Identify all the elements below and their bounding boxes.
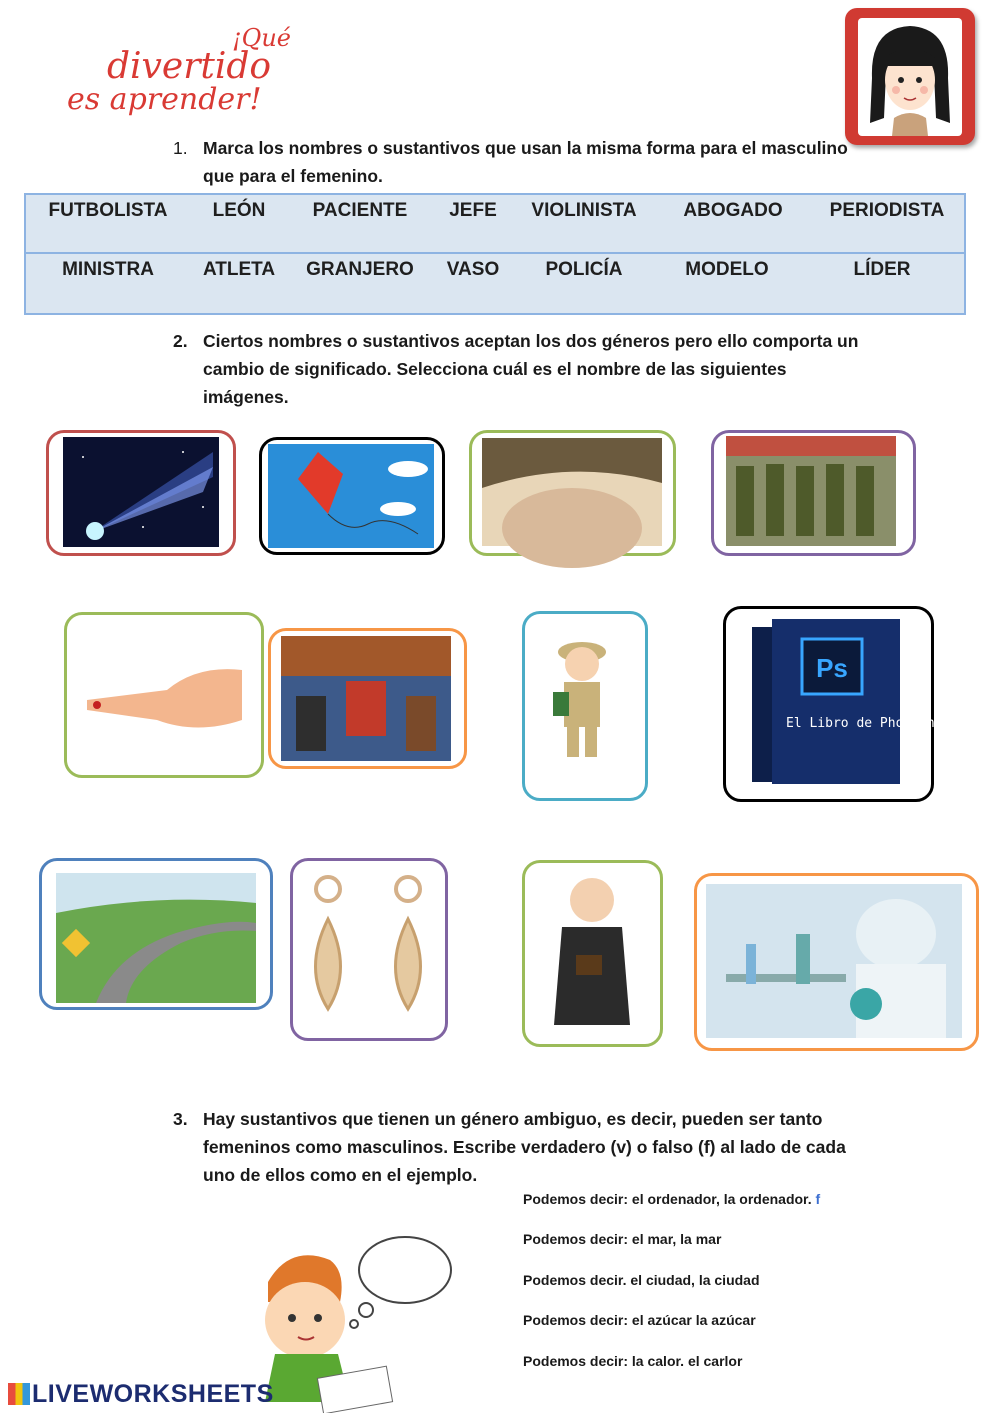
question-2-line-2: cambio de significado. Selecciona cuál es el nombre de las siguientes: [203, 359, 787, 379]
question-1-number: 1.: [173, 138, 188, 158]
statement-2-text: Podemos decir: el mar, la mar: [523, 1231, 722, 1247]
word-ministra[interactable]: MINISTRA: [62, 259, 154, 280]
statement-4: [523, 1312, 756, 1328]
word-abogado[interactable]: ABOGADO: [683, 200, 783, 221]
logo-line-3: es aprender!: [67, 82, 262, 117]
word-violinista[interactable]: VIOLINISTA: [531, 200, 637, 221]
kite-image[interactable]: [259, 437, 445, 555]
word-table: [24, 193, 966, 315]
question-2-line-1: Ciertos nombres o sustantivos aceptan los dos géneros pero ello comporta un: [203, 331, 859, 351]
logo: [62, 24, 312, 119]
statement-1: [523, 1191, 820, 1207]
lab-scientist-image[interactable]: [694, 873, 979, 1051]
question-3-line-3: uno de ellos como en el ejemplo.: [203, 1165, 478, 1185]
royal-court-image[interactable]: [268, 628, 467, 769]
liveworksheets-icon: [8, 1383, 30, 1405]
word-futbolista[interactable]: FUTBOLISTA: [48, 200, 168, 221]
statement-2: [523, 1231, 721, 1247]
book-title-text: El Libro de Photoshop: [786, 716, 951, 731]
comet-image[interactable]: [46, 430, 236, 556]
ps-logo-text: Ps: [816, 653, 848, 683]
footer-brand: LIVEWORKSHEETS: [32, 1380, 274, 1408]
soldiers-image[interactable]: [711, 430, 916, 556]
word-periodista[interactable]: PERIODISTA: [829, 200, 945, 221]
word-lider[interactable]: LÍDER: [853, 259, 911, 280]
photoshop-book-image[interactable]: [723, 606, 951, 802]
word-paciente[interactable]: PACIENTE: [312, 200, 408, 221]
statement-3-text: Podemos decir. el ciudad, la ciudad: [523, 1272, 760, 1288]
finger-cut-image[interactable]: [64, 612, 264, 778]
question-3: [173, 1105, 873, 1189]
question-2: [173, 327, 883, 411]
explorer-boy-image[interactable]: [522, 611, 648, 801]
question-1-line-1: Marca los nombres o sustantivos que usan la misma forma para el masculino: [203, 138, 848, 158]
road-curve-image[interactable]: [39, 858, 273, 1010]
word-leon[interactable]: LEÓN: [212, 200, 266, 221]
statement-5: [523, 1353, 742, 1369]
forehead-image[interactable]: [469, 430, 676, 556]
girl-avatar: [845, 8, 975, 145]
question-2-line-3: imágenes.: [203, 387, 289, 407]
word-jefe[interactable]: JEFE: [449, 200, 497, 221]
liveworksheets-logo: [8, 1380, 274, 1409]
word-modelo[interactable]: MODELO: [685, 259, 769, 280]
word-vaso[interactable]: VASO: [446, 259, 500, 280]
question-3-line-1: Hay sustantivos que tienen un género ambiguo, es decir, pueden ser tanto: [203, 1109, 823, 1129]
priest-image[interactable]: [522, 860, 663, 1047]
logo-line-1: ¡Qué: [232, 24, 291, 52]
word-policia[interactable]: POLICÍA: [545, 259, 623, 280]
thinking-boy-illustration: [250, 1232, 455, 1410]
word-granjero[interactable]: GRANJERO: [306, 259, 414, 280]
statement-1-answer[interactable]: f: [815, 1191, 821, 1207]
question-1-line-2: que para el femenino.: [203, 166, 383, 186]
statement-1-text: Podemos decir: el ordenador, la ordenador.: [523, 1191, 812, 1207]
word-atleta[interactable]: ATLETA: [202, 259, 276, 280]
logo-line-2: divertido: [107, 46, 272, 87]
question-3-line-2: femeninos como masculinos. Escribe verdadero (v) o falso (f) al lado de cada: [203, 1137, 846, 1157]
statement-3: [523, 1272, 760, 1288]
question-1: [173, 134, 873, 190]
question-2-number: 2.: [173, 331, 188, 351]
earrings-image[interactable]: [290, 858, 448, 1041]
question-3-number: 3.: [173, 1109, 188, 1129]
statement-4-text: Podemos decir: el azúcar la azúcar: [523, 1312, 756, 1328]
statement-5-text: Podemos decir: la calor. el carlor: [523, 1353, 743, 1369]
